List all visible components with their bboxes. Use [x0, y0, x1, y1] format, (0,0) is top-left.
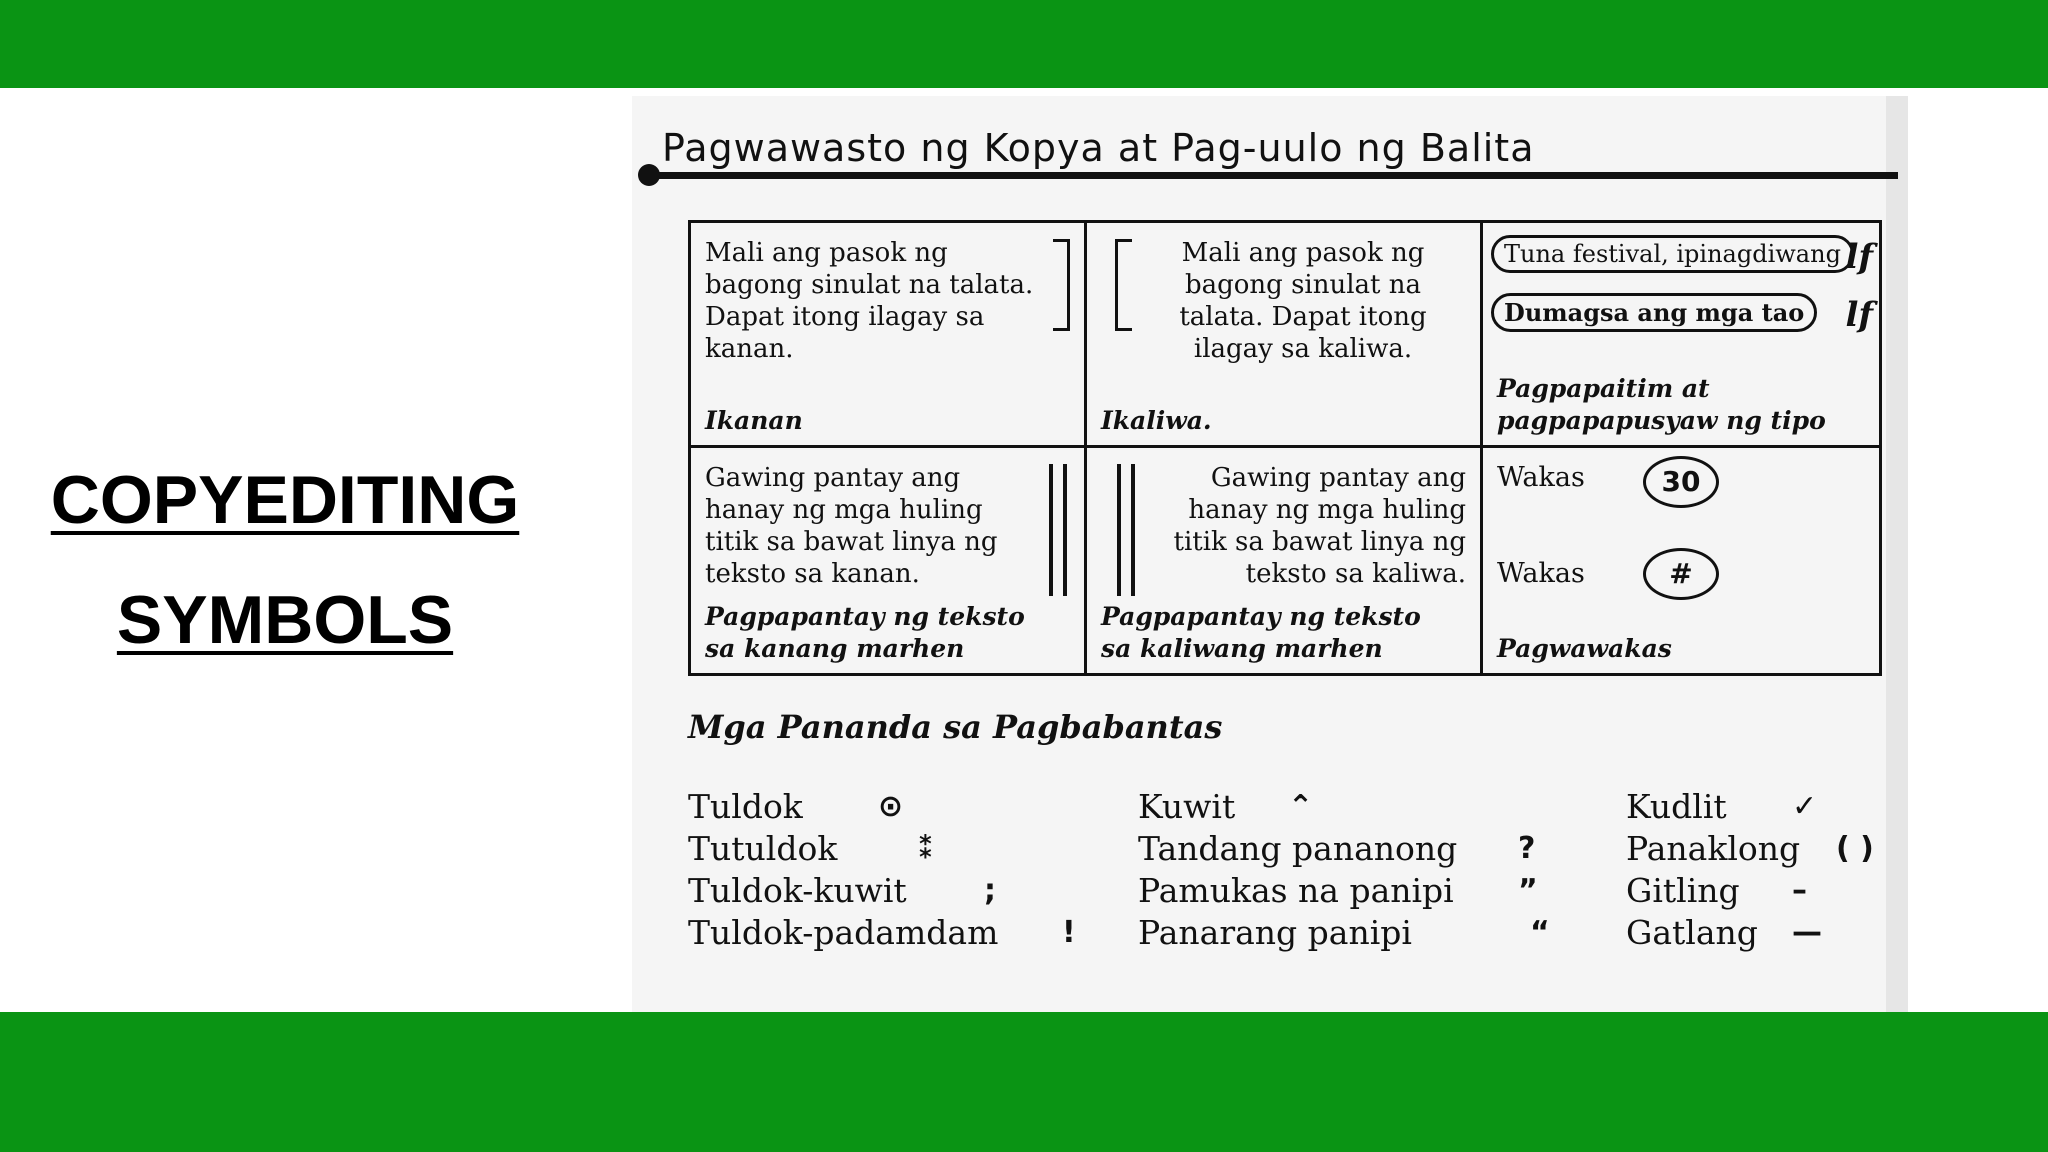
close-quote-mark-icon: “ [1530, 915, 1550, 950]
left-bracket-icon [1115, 239, 1132, 331]
mark-row [688, 828, 998, 870]
semicolon-mark-icon: ; [984, 873, 996, 908]
mark-row [1626, 828, 1874, 870]
mark-row [1626, 786, 1818, 828]
caption-line: Pagpapantay ng teksto [705, 602, 1025, 631]
mark-label: Tuldok-padamdam [688, 913, 999, 952]
mark-label: Tandang pananong [1138, 829, 1458, 868]
punctuation-column-1 [688, 786, 1076, 954]
mark-label: Kuwit [1138, 787, 1236, 826]
punctuation-column-2 [1138, 786, 1550, 954]
caption-line: sa kaliwang marhen [1101, 634, 1383, 663]
caption-line: pagpapapusyaw ng tipo [1497, 406, 1826, 435]
apostrophe-mark-icon: ✓ [1792, 789, 1818, 824]
right-bracket-icon [1053, 239, 1070, 331]
double-bar-icon [1117, 464, 1121, 596]
thirty-end-mark-icon: 30 [1643, 456, 1719, 508]
lf-mark-icon: lf [1845, 237, 1873, 277]
comma-mark-icon: ⌃ [1288, 789, 1314, 824]
cell-caption: Pagwawakas [1497, 634, 1672, 663]
mark-label: Tuldok [688, 787, 803, 826]
cell-ikaliwa [1087, 223, 1483, 448]
caption-line: Pagpapantay ng teksto [1101, 602, 1421, 631]
mark-label: Gitling [1626, 871, 1740, 910]
wakas-label: Wakas [1497, 558, 1585, 589]
cell-pantay-kanan [691, 448, 1087, 673]
scan-edge [1886, 96, 1908, 1012]
mark-row [688, 870, 998, 912]
mark-row [1626, 912, 1822, 954]
cell-caption: Ikaliwa. [1101, 406, 1212, 435]
mark-label: Gatlang [1626, 913, 1758, 952]
cell-caption [705, 601, 1025, 665]
cell-ikanan [691, 223, 1087, 448]
bottom-green-band [0, 1012, 2048, 1152]
caption-line: Pagpapaitim at [1497, 374, 1710, 403]
punctuation-column-3 [1626, 786, 1874, 954]
wakas-label: Wakas [1497, 462, 1585, 493]
cell-body: Gawing pantay ang hanay ng mga huling titik sa bawat linya ng teksto sa kanan. [705, 463, 998, 589]
exclamation-mark-icon: ! [1062, 915, 1076, 950]
cell-body: Gawing pantay ang hanay ng mga huling titik sa bawat linya ng teksto sa kaliwa. [1173, 463, 1466, 589]
slide-title-line2: SYMBOLS [116, 582, 454, 658]
lf-mark-icon: lf [1845, 295, 1873, 335]
double-bar-icon [1063, 464, 1067, 596]
symbols-table [688, 220, 1882, 676]
mark-label: Kudlit [1626, 787, 1727, 826]
cell-wakas [1483, 448, 1879, 673]
double-bar-icon [1131, 464, 1135, 596]
mark-label: Tutuldok [688, 829, 838, 868]
mark-row [1138, 870, 1538, 912]
mark-row [688, 912, 1076, 954]
scanned-document [632, 96, 1908, 1012]
parenthesis-mark-icon: ( ) [1836, 831, 1874, 866]
cell-body: Mali ang pasok ng bagong sinulat na talata. Dapat itong ilagay sa kaliwa. [1179, 238, 1427, 364]
period-mark-icon: ⊙ [878, 789, 904, 824]
cell-caption [1497, 373, 1826, 437]
document-title: Pagwawasto ng Kopya at Pag-uulo ng Balita [662, 126, 1535, 170]
mark-label: Panaklong [1626, 829, 1801, 868]
section-title: Mga Pananda sa Pagbabantas [688, 708, 1223, 746]
cell-pagpapaitim [1483, 223, 1879, 448]
title-rule [642, 172, 1898, 179]
mark-label: Pamukas na panipi [1138, 871, 1454, 910]
colon-mark-icon: ⁑ [918, 831, 934, 866]
top-green-band [0, 0, 2048, 88]
open-quote-mark-icon: ” [1518, 873, 1538, 908]
mark-row [1626, 870, 1807, 912]
caption-line: sa kanang marhen [705, 634, 965, 663]
cell-caption [1101, 601, 1421, 665]
mark-row [1138, 786, 1457, 828]
lightface-oval: Dumagsa ang mga tao [1491, 293, 1817, 332]
slide-title [20, 440, 550, 680]
mark-label: Tuldok-kuwit [688, 871, 907, 910]
slide-title-line1: COPYEDITING [50, 462, 520, 538]
mark-row [1138, 828, 1536, 870]
mark-label: Panarang panipi [1138, 913, 1412, 952]
mark-row [688, 786, 998, 828]
cell-pantay-kaliwa [1087, 448, 1483, 673]
hyphen-mark-icon: – [1792, 873, 1807, 908]
double-bar-icon [1049, 464, 1053, 596]
cell-body: Mali ang pasok ng bagong sinulat na talata. Dapat itong ilagay sa kanan. [705, 238, 1034, 364]
dash-mark-icon: — [1792, 915, 1822, 950]
mark-row [1138, 912, 1550, 954]
cell-caption: Ikanan [705, 406, 803, 435]
boldface-oval: Tuna festival, ipinagdiwang [1491, 235, 1854, 273]
question-mark-icon: ? [1518, 831, 1536, 866]
hash-end-mark-icon: # [1643, 548, 1719, 600]
